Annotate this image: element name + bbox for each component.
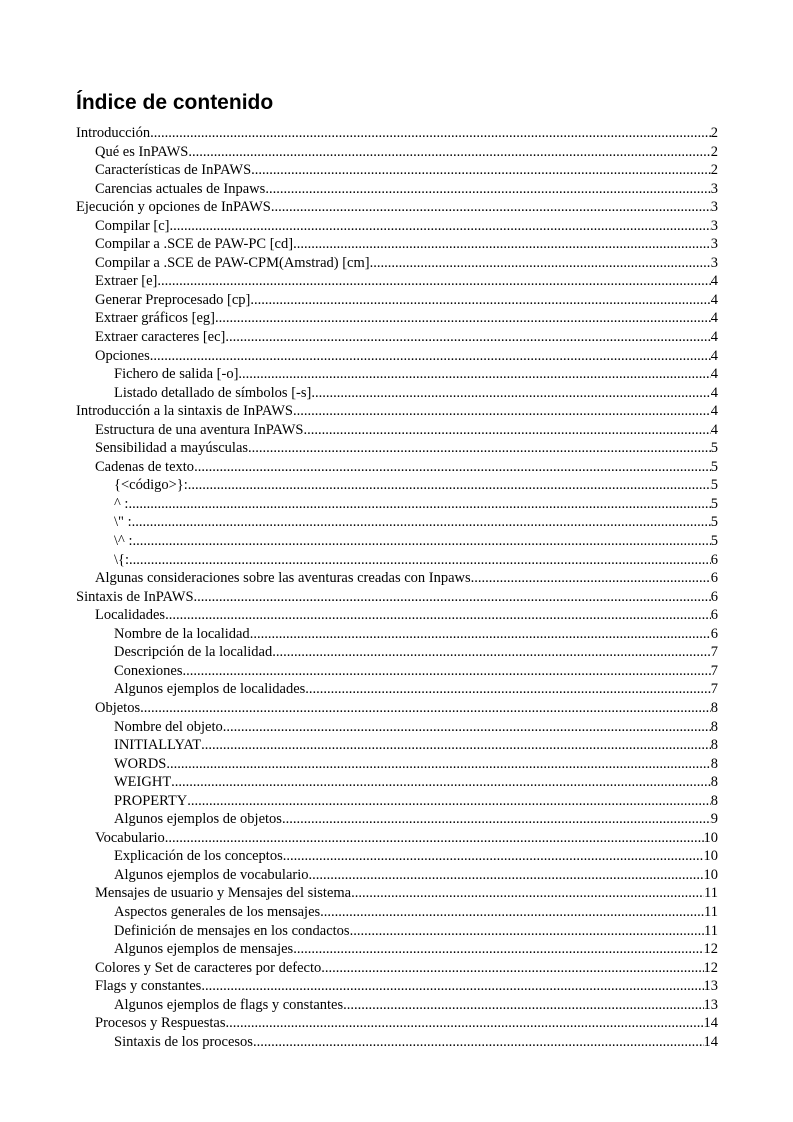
toc-entry[interactable] <box>76 309 718 328</box>
toc-entry[interactable] <box>76 662 718 681</box>
toc-page-number: 6 <box>710 588 718 605</box>
toc-page-number: 4 <box>710 329 718 346</box>
toc-entry[interactable] <box>76 402 718 421</box>
toc-entry[interactable] <box>76 866 718 885</box>
toc-dot-leader <box>293 940 703 959</box>
toc-dot-leader <box>133 532 711 551</box>
toc-page-number: 6 <box>710 551 718 568</box>
toc-dot-leader <box>215 309 711 328</box>
toc-entry[interactable] <box>76 606 718 625</box>
toc-dot-leader <box>225 328 710 347</box>
toc-entry[interactable] <box>76 699 718 718</box>
toc-dot-leader <box>370 254 711 273</box>
toc-entry[interactable] <box>76 235 718 254</box>
toc-entry-title: Explicación de los conceptos <box>114 848 283 865</box>
toc-entry-title: \^ : <box>114 533 133 550</box>
toc-page-number: 6 <box>710 625 718 642</box>
toc-entry[interactable] <box>76 903 718 922</box>
toc-page-number: 3 <box>710 254 718 271</box>
toc-dot-leader <box>282 810 711 829</box>
toc-entry[interactable] <box>76 365 718 384</box>
toc-entry-title: Definición de mensajes en los condactos <box>114 922 350 939</box>
toc-page-number: 2 <box>710 125 718 141</box>
toc-entry[interactable] <box>76 847 718 866</box>
toc-dot-leader <box>248 439 711 458</box>
toc-entry-title: Compilar a .SCE de PAW-CPM(Amstrad) [cm] <box>95 254 370 271</box>
toc-entry[interactable] <box>76 161 718 180</box>
toc-entry-title: Sensibilidad a mayúsculas <box>95 440 249 457</box>
toc-entry-title: Mensajes de usuario y Mensajes del sistema <box>95 885 352 902</box>
toc-entry[interactable] <box>76 625 718 644</box>
toc-entry[interactable] <box>76 439 718 458</box>
toc-entry-title: Cadenas de texto <box>95 458 195 475</box>
toc-page-number: 14 <box>703 1033 718 1050</box>
toc-page-number: 5 <box>710 533 718 550</box>
toc-entry[interactable] <box>76 773 718 792</box>
toc-page-number: 4 <box>710 366 718 383</box>
toc-entry-title: Compilar [c] <box>95 217 170 234</box>
toc-dot-leader <box>201 977 703 996</box>
toc-entry-title: Extraer gráficos [eg] <box>95 310 215 327</box>
toc-page-number: 5 <box>710 477 718 494</box>
toc-page-number: 9 <box>710 811 718 828</box>
toc-entry[interactable] <box>76 198 718 217</box>
toc-page-number: 5 <box>710 440 718 457</box>
toc-entry[interactable] <box>76 180 718 199</box>
toc-page-number: 8 <box>710 699 718 716</box>
toc-dot-leader <box>271 198 711 217</box>
toc-dot-leader <box>132 513 711 532</box>
toc-entry[interactable] <box>76 513 718 532</box>
toc-entry-title: \" : <box>114 514 132 531</box>
toc-entry-title: Sintaxis de los procesos <box>114 1033 253 1050</box>
toc-entry[interactable] <box>76 718 718 737</box>
toc-page-number: 13 <box>703 996 718 1013</box>
toc-entry-title: Fichero de salida [-o] <box>114 366 239 383</box>
toc-entry[interactable] <box>76 551 718 570</box>
toc-entry[interactable] <box>76 996 718 1015</box>
toc-dot-leader <box>343 996 703 1015</box>
toc-entry[interactable] <box>76 884 718 903</box>
toc-entry-title: Aspectos generales de los mensajes <box>114 903 321 920</box>
toc-entry[interactable] <box>76 421 718 440</box>
toc-entry-title: Objetos <box>95 699 141 716</box>
toc-page-number: 3 <box>710 217 718 234</box>
toc-entry-title: Generar Preprocesado [cp] <box>95 291 251 308</box>
toc-dot-leader <box>194 588 711 607</box>
toc-dot-leader <box>305 680 710 699</box>
toc-page-number: 10 <box>703 848 718 865</box>
toc-entry-title: Características de InPAWS <box>95 162 252 179</box>
toc-entry-title: Estructura de una aventura InPAWS <box>95 421 304 438</box>
toc-page-number: 11 <box>704 922 718 939</box>
toc-page-number: 7 <box>710 644 718 661</box>
toc-entry[interactable] <box>76 829 718 848</box>
toc-dot-leader <box>223 718 711 737</box>
toc-dot-leader <box>150 124 711 143</box>
toc-page-number: 4 <box>710 273 718 290</box>
toc-page-number: 7 <box>710 662 718 679</box>
toc-dot-leader <box>251 161 711 180</box>
toc-dot-leader <box>140 699 711 718</box>
toc-entry[interactable] <box>76 328 718 347</box>
toc-page-number: 8 <box>710 737 718 754</box>
toc-entry[interactable] <box>76 588 718 607</box>
toc-dot-leader <box>128 495 710 514</box>
toc-dot-leader <box>166 755 710 774</box>
toc-dot-leader <box>265 180 710 199</box>
toc-entry-title: {<código>}: <box>114 477 188 494</box>
toc-dot-leader <box>157 272 710 291</box>
toc-entry[interactable] <box>76 959 718 978</box>
toc-entry[interactable] <box>76 792 718 811</box>
toc-entry[interactable] <box>76 922 718 941</box>
toc-entry[interactable] <box>76 143 718 162</box>
toc-entry-title: WEIGHT <box>114 774 172 791</box>
toc-entry[interactable] <box>76 810 718 829</box>
toc-entry-title: Algunos ejemplos de mensajes <box>114 941 294 958</box>
toc-page-number: 6 <box>710 570 718 587</box>
toc-entry-title: Compilar a .SCE de PAW-PC [cd] <box>95 236 294 253</box>
toc-dot-leader <box>350 922 704 941</box>
toc-entry[interactable] <box>76 643 718 662</box>
toc-dot-leader <box>471 569 711 588</box>
toc-entry-title: Algunos ejemplos de flags y constantes <box>114 996 344 1013</box>
toc-dot-leader <box>129 551 711 570</box>
toc-entry[interactable] <box>76 254 718 273</box>
toc-entry[interactable] <box>76 569 718 588</box>
toc-entry[interactable] <box>76 384 718 403</box>
toc-entry-title: Conexiones <box>114 662 183 679</box>
toc-dot-leader <box>309 866 704 885</box>
toc-page-number: 10 <box>703 829 718 846</box>
toc-dot-leader <box>238 365 710 384</box>
toc-entry[interactable] <box>76 124 718 143</box>
toc-dot-leader <box>253 1033 704 1052</box>
toc-page-number: 12 <box>703 959 718 976</box>
toc-dot-leader <box>187 792 710 811</box>
toc-dot-leader <box>188 143 710 162</box>
toc-page-number: 4 <box>710 291 718 308</box>
toc-dot-leader <box>293 235 711 254</box>
toc-page-number: 12 <box>703 941 718 958</box>
toc-page-number: 3 <box>710 180 718 197</box>
toc-page-number: 8 <box>710 755 718 772</box>
toc-page-number: 3 <box>710 199 718 216</box>
toc-entry[interactable] <box>76 347 718 366</box>
toc-entry-title: Nombre de la localidad <box>114 625 250 642</box>
toc-dot-leader <box>250 625 711 644</box>
toc-entry-title: Introducción a la sintaxis de InPAWS <box>76 403 293 420</box>
toc-dot-leader <box>201 736 711 755</box>
toc-entry[interactable] <box>76 940 718 959</box>
toc-dot-leader <box>165 606 711 625</box>
toc-title: Índice de contenido <box>76 91 274 114</box>
toc-dot-leader <box>171 773 711 792</box>
toc-page-number: 7 <box>710 681 718 698</box>
toc-page-number: 13 <box>703 978 718 995</box>
toc-page-number: 14 <box>703 1015 718 1032</box>
toc-entry[interactable] <box>76 272 718 291</box>
toc-dot-leader <box>311 384 710 403</box>
toc-entry[interactable] <box>76 291 718 310</box>
toc-page-number: 4 <box>710 310 718 327</box>
toc-entry[interactable] <box>76 495 718 514</box>
toc-entry[interactable] <box>76 1014 718 1033</box>
toc-page-number: 8 <box>710 718 718 735</box>
toc-page-number: 2 <box>710 162 718 179</box>
toc-entry-title: Sintaxis de InPAWS <box>76 588 194 605</box>
toc-entry-title: Algunas consideraciones sobre las aventuras creadas con Inpaws <box>95 570 471 587</box>
toc-page-number: 10 <box>703 866 718 883</box>
toc-entry-title: Introducción <box>76 125 151 141</box>
toc-dot-leader <box>188 476 711 495</box>
toc-entry[interactable] <box>76 680 718 699</box>
toc-entry[interactable] <box>76 1033 718 1052</box>
toc-entry-title: PROPERTY <box>114 792 188 809</box>
toc-dot-leader <box>250 291 710 310</box>
toc-entry-title: Ejecución y opciones de InPAWS <box>76 199 271 216</box>
toc-entry[interactable] <box>76 755 718 774</box>
toc-page-number: 4 <box>710 347 718 364</box>
toc-page-number: 2 <box>710 143 718 160</box>
toc-dot-leader <box>283 847 704 866</box>
toc-page-number: 8 <box>710 774 718 791</box>
toc-page-number: 4 <box>710 384 718 401</box>
toc-entry-title: Procesos y Respuestas <box>95 1015 226 1032</box>
toc-entry-title: Colores y Set de caracteres por defecto <box>95 959 322 976</box>
toc-dot-leader <box>272 643 711 662</box>
toc-page-number: 11 <box>704 885 718 902</box>
toc-page-number: 11 <box>704 903 718 920</box>
toc-dot-leader <box>150 347 711 366</box>
toc-entry-title: Extraer [e] <box>95 273 158 290</box>
toc-page-number: 3 <box>710 236 718 253</box>
toc-page-number: 5 <box>710 458 718 475</box>
toc-page-number: 8 <box>710 792 718 809</box>
toc-entry-title: WORDS <box>114 755 167 772</box>
toc-page-number: 4 <box>710 421 718 438</box>
toc-entry-title: Vocabulario <box>95 829 165 846</box>
toc-entry-title: Extraer caracteres [ec] <box>95 329 226 346</box>
toc-entry-title: Flags y constantes <box>95 978 202 995</box>
toc-entry[interactable] <box>76 458 718 477</box>
toc-entry-title: Algunos ejemplos de objetos <box>114 811 282 828</box>
toc-dot-leader <box>170 217 711 236</box>
toc-entry[interactable] <box>76 736 718 755</box>
toc-entry-title: Localidades <box>95 607 166 624</box>
toc-dot-leader <box>226 1014 704 1033</box>
toc-dot-leader <box>165 829 704 848</box>
toc-entry-title: Qué es InPAWS <box>95 143 189 160</box>
toc-dot-leader <box>293 402 711 421</box>
toc-entry-title: INITIALLYAT <box>114 737 202 754</box>
toc-entry-title: ^ : <box>114 495 129 512</box>
toc-entry[interactable] <box>76 532 718 551</box>
toc-page-number: 5 <box>710 495 718 512</box>
toc-dot-leader <box>182 662 710 681</box>
toc-entry-title: Algunos ejemplos de vocabulario <box>114 866 309 883</box>
toc-entry[interactable] <box>76 476 718 495</box>
toc-entry-title: Listado detallado de símbolos [-s] <box>114 384 312 401</box>
toc-dot-leader <box>321 959 703 978</box>
toc-page-number: 5 <box>710 514 718 531</box>
toc-dot-leader <box>320 903 704 922</box>
toc-entry-title: Algunos ejemplos de localidades <box>114 681 306 698</box>
toc-dot-leader <box>194 458 711 477</box>
toc-dot-leader <box>351 884 704 903</box>
toc-entry-title: Carencias actuales de Inpaws <box>95 180 266 197</box>
toc-entry-title: Opciones <box>95 347 150 364</box>
table-of-contents <box>76 124 718 1051</box>
toc-entry-title: Nombre del objeto <box>114 718 223 735</box>
toc-page-number: 6 <box>710 607 718 624</box>
toc-dot-leader <box>304 421 711 440</box>
toc-page-number: 4 <box>710 403 718 420</box>
toc-entry[interactable] <box>76 217 718 236</box>
toc-entry[interactable] <box>76 977 718 996</box>
toc-entry-title: Descripción de la localidad <box>114 644 273 661</box>
toc-entry-title: \{: <box>114 551 130 568</box>
